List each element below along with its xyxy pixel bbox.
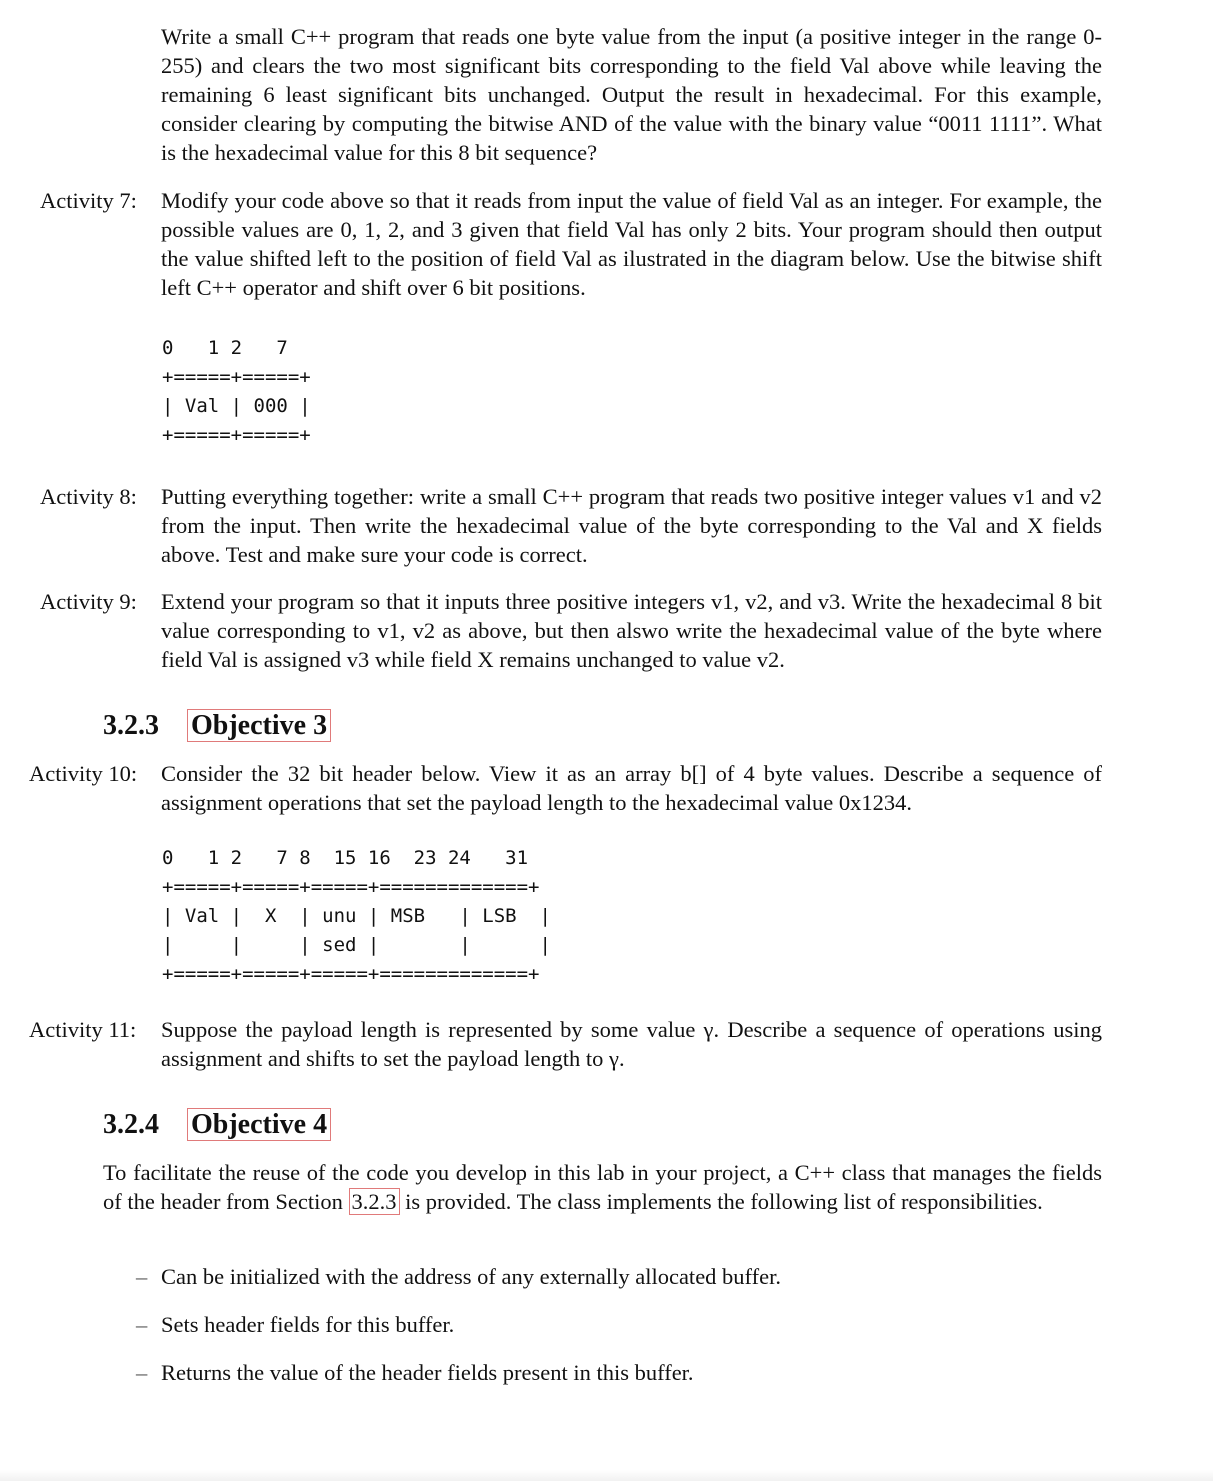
- diagram-line: 0 1 2 7: [162, 337, 288, 359]
- activity-11-text: Suppose the payload length is represented by some value γ. Describe a sequence of operations using assignment and shifts to set the payload length to γ.: [161, 1017, 1102, 1071]
- objective-4-text-before: To facilitate the reuse of the code you develop in this lab in your project, a C++ class that manages the fields of the header from Section: [103, 1160, 1102, 1214]
- intro-paragraph: [161, 22, 1102, 167]
- diagram-line: +=====+=====+: [162, 424, 311, 446]
- section-heading-3-2-4: [103, 1108, 331, 1142]
- section-number: 3.2.4: [103, 1109, 159, 1140]
- dash-bullet-icon: –: [136, 1312, 148, 1337]
- activity-8-text: Putting everything together: write a small C++ program that reads two positive integer values v1 and v2 from the input. Then write the hexadecimal value of the byte corresponding to the Val and X fields above. Test and make sure your code is correct.: [161, 484, 1102, 567]
- list-item: [136, 1262, 781, 1291]
- diagram-line: +=====+=====+=====+=============+: [162, 963, 540, 985]
- diagram-line: | Val | 000 |: [162, 395, 311, 417]
- diagram-line: | Val | X | unu | MSB | LSB |: [162, 905, 551, 927]
- objective-4-text-after: is provided. The class implements the following list of responsibilities.: [405, 1189, 1043, 1214]
- dash-bullet-icon: –: [136, 1360, 148, 1385]
- activity-9: [0, 587, 1213, 674]
- objective-4-paragraph: [103, 1158, 1102, 1216]
- list-item: [136, 1358, 694, 1387]
- activity-7-text: Modify your code above so that it reads from input the value of field Val as an integer. For example, the possible values are 0, 1, 2, and 3 given that field Val has only 2 bits. Your program should then output the value shifted left to the position of field Val as ilustrated in the diagram below. Use the bitwise shift left C++ operator and shift over 6 bit positions.: [161, 188, 1102, 300]
- list-item-text: Sets header fields for this buffer.: [161, 1312, 455, 1337]
- diagram-line: 0 1 2 7 8 15 16 23 24 31: [162, 847, 529, 869]
- dash-bullet-icon: –: [136, 1264, 148, 1289]
- list-item-text: Can be initialized with the address of any externally allocated buffer.: [161, 1264, 781, 1289]
- activity-11: [0, 1015, 1213, 1073]
- activity-10-label: Activity 10:: [29, 761, 138, 786]
- activity-7: [0, 186, 1213, 302]
- activity-9-text: Extend your program so that it inputs three positive integers v1, v2, and v3. Write the hexadecimal 8 bit value corresponding to v1, v2 as above, but then alswo write the hexadecimal value of the byte where field Val is assigned v3 while field X remains unchanged to value v2.: [161, 589, 1102, 672]
- activity-10-text: Consider the 32 bit header below. View it as an array b[] of 4 byte values. Describe a sequence of assignment operations that set the payload length to the hexadecimal value 0x1234.: [161, 761, 1102, 815]
- page-bottom-edge: [0, 1470, 1213, 1481]
- section-title-link[interactable]: Objective 3: [187, 709, 331, 742]
- intro-text: Write a small C++ program that reads one byte value from the input (a positive integer in the range 0-255) and clears the two most significant bits corresponding to the field Val above while leaving the remaining 6 least significant bits unchanged. Output the result in hexadecimal. For this example, consider clearing by computing the bitwise AND of the value with the binary value “0011 1111”. What is the hexadecimal value for this 8 bit sequence?: [161, 24, 1102, 165]
- activity-8: [0, 482, 1213, 569]
- list-item: [136, 1310, 454, 1339]
- diagram-line: +=====+=====+: [162, 366, 311, 388]
- section-heading-3-2-3: [103, 709, 331, 743]
- activity-10: [0, 759, 1213, 817]
- activity-7-label: Activity 7:: [40, 188, 137, 213]
- section-number: 3.2.3: [103, 710, 159, 741]
- activity-9-label: Activity 9:: [40, 589, 137, 614]
- list-item-text: Returns the value of the header fields present in this buffer.: [161, 1360, 694, 1385]
- section-title-link[interactable]: Objective 4: [187, 1108, 331, 1141]
- diagram-line: +=====+=====+=====+=============+: [162, 876, 540, 898]
- diagram-line: | | | sed | | |: [162, 934, 551, 956]
- section-reference-link[interactable]: 3.2.3: [349, 1188, 400, 1215]
- activity-11-label: Activity 11:: [29, 1017, 137, 1042]
- activity-8-label: Activity 8:: [40, 484, 137, 509]
